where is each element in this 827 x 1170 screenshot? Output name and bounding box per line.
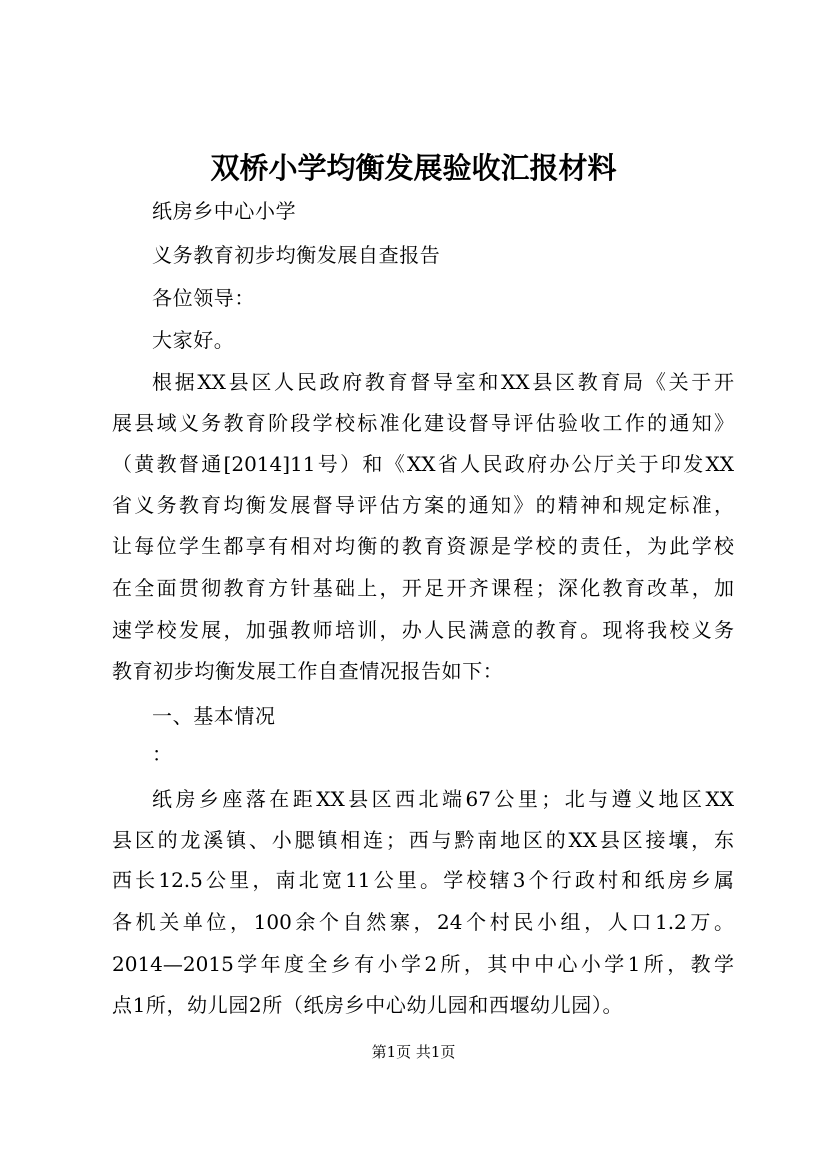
- document-title: 双桥小学均衡发展验收汇报材料: [210, 151, 617, 185]
- paragraph-line: 根据XX县区人民政府教育督导室和XX县区教育局《关于开: [152, 370, 734, 394]
- page-number: 第1页 共1页: [371, 1043, 456, 1061]
- paragraph-line: 在全面贯彻教育方针基础上，开足开齐课程；深化教育改革，加: [112, 576, 734, 600]
- paragraph-line: 各机关单位，100余个自然寨，24个村民小组，人口1.2万。: [112, 910, 734, 934]
- paragraph-line: 县区的龙溪镇、小腮镇相连；西与黔南地区的XX县区接壤，东: [112, 828, 734, 852]
- section-colon: ：: [152, 742, 173, 766]
- greeting: 大家好。: [152, 328, 235, 352]
- paragraph-line: 速学校发展，加强教师培训，办人民满意的教育。现将我校义务: [112, 618, 734, 642]
- paragraph-line: 让每位学生都享有相对均衡的教育资源是学校的责任，为此学校: [112, 534, 734, 558]
- school-name: 纸房乡中心小学: [152, 199, 297, 223]
- report-subtitle: 义务教育初步均衡发展自查报告: [152, 243, 441, 267]
- paragraph-line: 2014—2015学年度全乡有小学2所，其中中心小学1所，教学: [112, 952, 734, 976]
- paragraph-line: 西长12.5公里，南北宽11公里。学校辖3个行政村和纸房乡属: [112, 868, 734, 892]
- paragraph-line: 展县域义务教育阶段学校标准化建设督导评估验收工作的通知》: [112, 411, 734, 435]
- section-heading: 一、基本情况: [152, 704, 276, 728]
- paragraph-line: 点1所，幼儿园2所（纸房乡中心幼儿园和西堰幼儿园）。: [112, 993, 624, 1017]
- paragraph-line: 教育初步均衡发展工作自查情况报告如下：: [112, 659, 504, 683]
- paragraph-line: （黄教督通[2014]11号）和《XX省人民政府办公厅关于印发XX: [112, 452, 734, 476]
- paragraph-line: 省义务教育均衡发展督导评估方案的通知》的精神和规定标准，: [112, 493, 734, 517]
- salutation: 各位领导：: [152, 286, 255, 310]
- paragraph-line: 纸房乡座落在距XX县区西北端67公里；北与遵义地区XX: [152, 787, 734, 811]
